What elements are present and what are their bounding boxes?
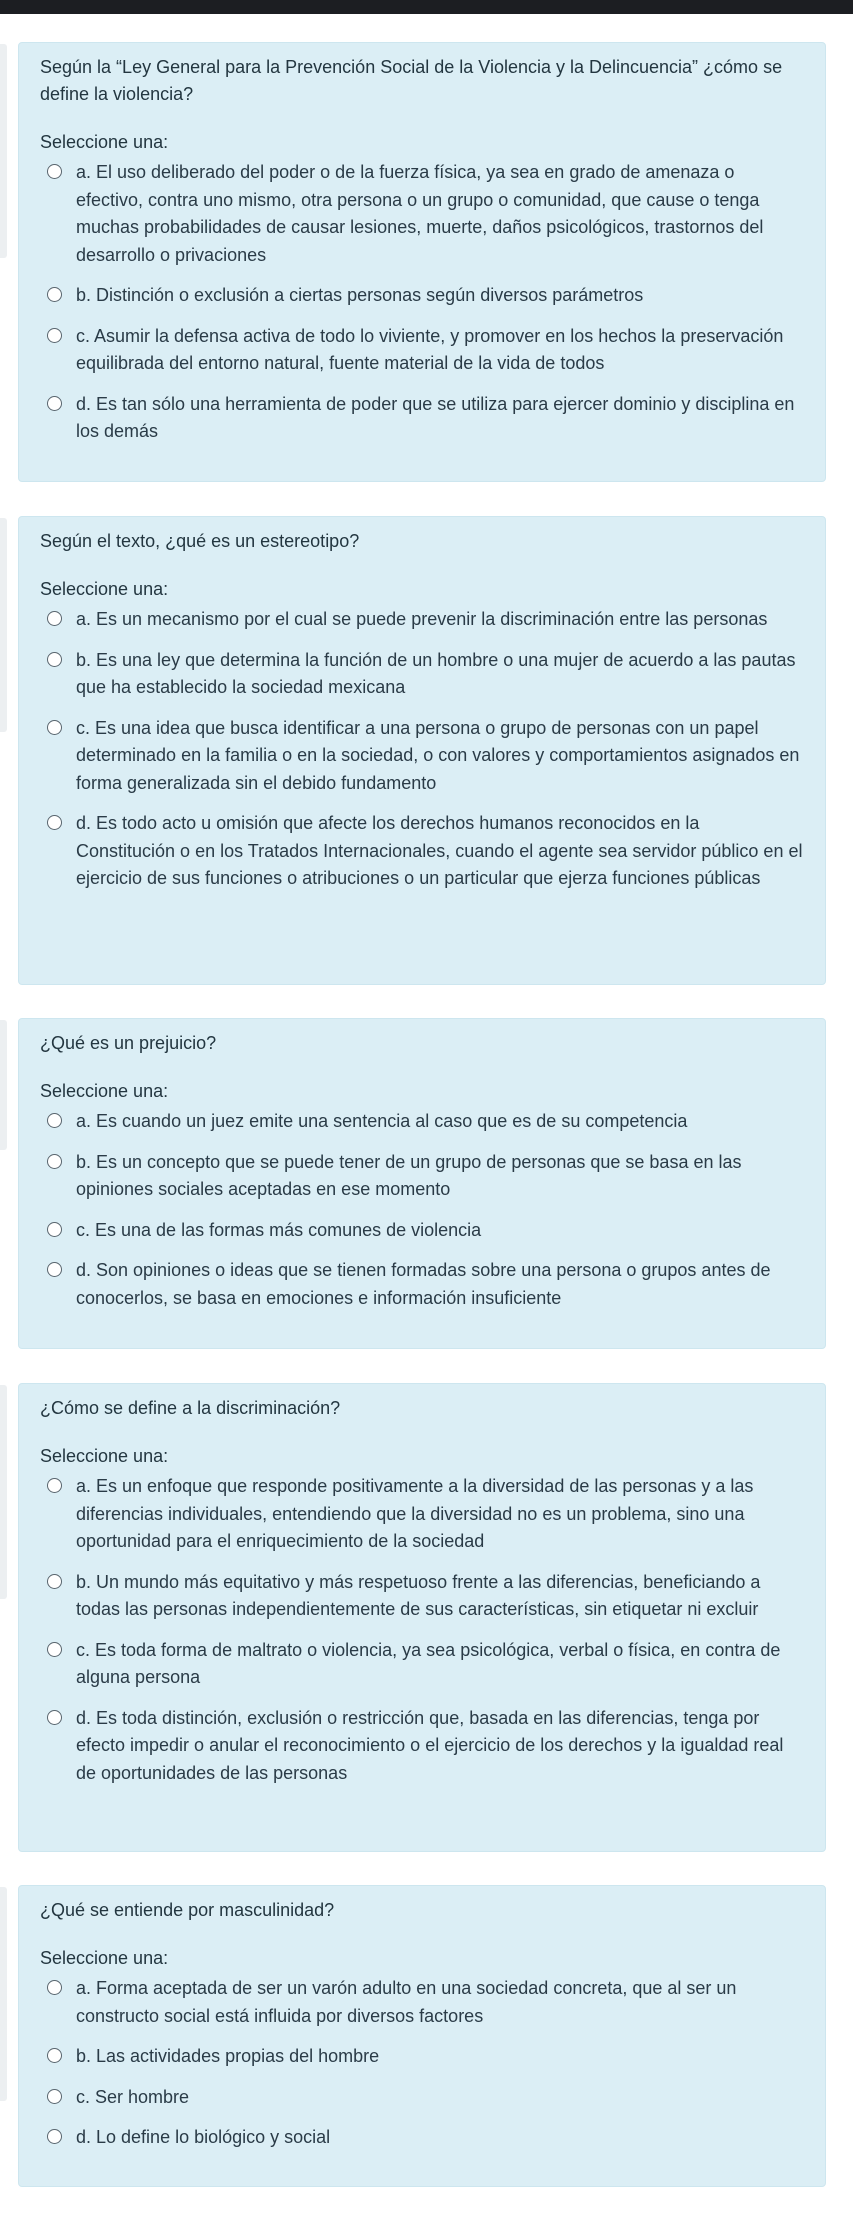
question-nav-marker	[0, 1385, 7, 1599]
select-one-prompt: Seleccione una:	[40, 579, 169, 599]
answer-options	[40, 1473, 803, 1787]
top-bar	[0, 0, 853, 14]
question-text: Según el texto, ¿qué es un estereotipo?	[40, 531, 360, 551]
answer-options	[40, 1975, 803, 2152]
question-card	[18, 1018, 826, 1349]
question-card	[18, 1885, 826, 2187]
answer-option[interactable]	[40, 606, 803, 634]
option-label: a. Es cuando un juez emite una sentencia al caso que es de su competencia	[76, 1111, 688, 1131]
radio-button[interactable]	[47, 1222, 62, 1237]
option-label: b. Un mundo más equitativo y más respetuoso frente a las diferencias, beneficiando a todas las personas independientemente de sus características, sin etiquetar ni excluir	[76, 1571, 761, 1619]
question-card	[18, 516, 826, 985]
option-label: b. Las actividades propias del hombre	[76, 2046, 380, 2066]
option-label: d. Es tan sólo una herramienta de poder que se utiliza para ejercer dominio y disciplina en los demás	[76, 393, 795, 441]
option-label: c. Ser hombre	[76, 2086, 190, 2107]
question-text: ¿Cómo se define a la discriminación?	[40, 1398, 341, 1418]
select-one-prompt: Seleccione una:	[40, 1446, 169, 1466]
option-label: d. Lo define lo biológico y social	[76, 2127, 331, 2147]
answer-option[interactable]	[40, 2043, 803, 2071]
radio-button[interactable]	[47, 328, 62, 343]
answer-option[interactable]	[40, 1149, 803, 1204]
option-label: d. Son opiniones o ideas que se tienen formadas sobre una persona o grupos antes de conocerlos, se basa en emociones e información insuficiente	[76, 1260, 771, 1308]
answer-option[interactable]	[40, 159, 803, 269]
select-one-prompt: Seleccione una:	[40, 1948, 169, 1968]
answer-option[interactable]	[40, 1257, 803, 1312]
answer-options	[40, 606, 803, 893]
radio-button[interactable]	[47, 396, 62, 411]
select-one-prompt: Seleccione una:	[40, 1081, 169, 1101]
question-nav-marker	[0, 44, 7, 258]
radio-button[interactable]	[47, 1642, 62, 1657]
option-label: c. Asumir la defensa activa de todo lo viviente, y promover en los hechos la preservación equilibrada del entorno natural, fuente material de la vida de todos	[76, 325, 784, 373]
radio-button[interactable]	[47, 164, 62, 179]
radio-button[interactable]	[47, 720, 62, 735]
option-label: a. Es un mecanismo por el cual se puede prevenir la discriminación entre las personas	[76, 609, 768, 629]
radio-button[interactable]	[47, 1980, 62, 1995]
radio-button[interactable]	[47, 652, 62, 667]
question-card	[18, 42, 826, 482]
answer-option[interactable]	[40, 323, 803, 378]
question-text: ¿Qué se entiende por masculinidad?	[40, 1900, 335, 1920]
answer-option[interactable]	[40, 1217, 803, 1245]
radio-button[interactable]	[47, 611, 62, 626]
radio-button[interactable]	[47, 1478, 62, 1493]
radio-button[interactable]	[47, 1574, 62, 1589]
answer-option[interactable]	[40, 1473, 803, 1556]
answer-option[interactable]	[40, 391, 803, 446]
answer-option[interactable]	[40, 1569, 803, 1624]
option-label: c. Es toda forma de maltrato o violencia, ya sea psicológica, verbal o física, en contra de alguna persona	[76, 1639, 781, 1687]
option-label: a. Forma aceptada de ser un varón adulto en una sociedad concreta, que al ser un constructo social está influida por diversos factores	[76, 1978, 737, 2026]
radio-button[interactable]	[47, 2089, 62, 2104]
radio-button[interactable]	[47, 2129, 62, 2144]
option-label: a. Es un enfoque que responde positivamente a la diversidad de las personas y a las diferencias individuales, entendiendo que la diversidad no es un problema, sino una oportunidad para el enriquecimiento de la sociedad	[76, 1476, 754, 1551]
answer-options	[40, 1108, 803, 1312]
answer-option[interactable]	[40, 1705, 803, 1788]
question-text: ¿Qué es un prejuicio?	[40, 1033, 217, 1053]
answer-option[interactable]	[40, 2124, 803, 2152]
question-nav-marker	[0, 1020, 7, 1150]
radio-button[interactable]	[47, 1262, 62, 1277]
answer-option[interactable]	[40, 282, 803, 310]
radio-button[interactable]	[47, 1113, 62, 1128]
question-text: Según la “Ley General para la Prevención Social de la Violencia y la Delincuencia” ¿cómo se define la violencia?	[40, 57, 783, 104]
radio-button[interactable]	[47, 815, 62, 830]
answer-option[interactable]	[40, 1108, 803, 1136]
radio-button[interactable]	[47, 1154, 62, 1169]
answer-option[interactable]	[40, 2084, 803, 2112]
radio-button[interactable]	[47, 287, 62, 302]
answer-option[interactable]	[40, 810, 803, 893]
question-nav-marker	[0, 1887, 7, 2101]
question-card	[18, 1383, 826, 1852]
question-nav-marker	[0, 518, 7, 732]
answer-option[interactable]	[40, 715, 803, 798]
option-label: b. Distinción o exclusión a ciertas personas según diversos parámetros	[76, 285, 644, 305]
option-label: d. Es toda distinción, exclusión o restricción que, basada en las diferencias, tenga por efecto impedir o anular el reconocimiento o el ejercicio de los derechos y la igualdad real de oportunidades de las personas	[76, 1707, 784, 1783]
option-label: b. Es un concepto que se puede tener de un grupo de personas que se basa en las opiniones sociales aceptadas en ese momento	[76, 1151, 742, 1199]
option-label: c. Es una idea que busca identificar a una persona o grupo de personas con un papel determinado en la familia o en la sociedad, o con valores y comportamientos asignados en forma generalizada sin el debido fundamento	[76, 717, 800, 793]
answer-option[interactable]	[40, 1637, 803, 1692]
radio-button[interactable]	[47, 1710, 62, 1725]
select-one-prompt: Seleccione una:	[40, 132, 169, 152]
option-label: a. El uso deliberado del poder o de la fuerza física, ya sea en grado de amenaza o efectivo, contra uno mismo, otra persona o un grupo o comunidad, que cause o tenga muchas probabilidades de causar lesiones, muerte, daños psicológicos, trastornos del desarrollo o privaciones	[76, 162, 764, 265]
option-label: c. Es una de las formas más comunes de violencia	[76, 1219, 482, 1240]
answer-option[interactable]	[40, 1975, 803, 2030]
option-label: b. Es una ley que determina la función de un hombre o una mujer de acuerdo a las pautas que ha establecido la sociedad mexicana	[76, 649, 796, 697]
radio-button[interactable]	[47, 2048, 62, 2063]
option-label: d. Es todo acto u omisión que afecte los derechos humanos reconocidos en la Constitución o en los Tratados Internacionales, cuando el agente sea servidor público en el ejercicio de sus funciones o atribuciones o un particular que ejerza funciones públicas	[76, 813, 803, 888]
answer-options	[40, 159, 803, 446]
answer-option[interactable]	[40, 647, 803, 702]
